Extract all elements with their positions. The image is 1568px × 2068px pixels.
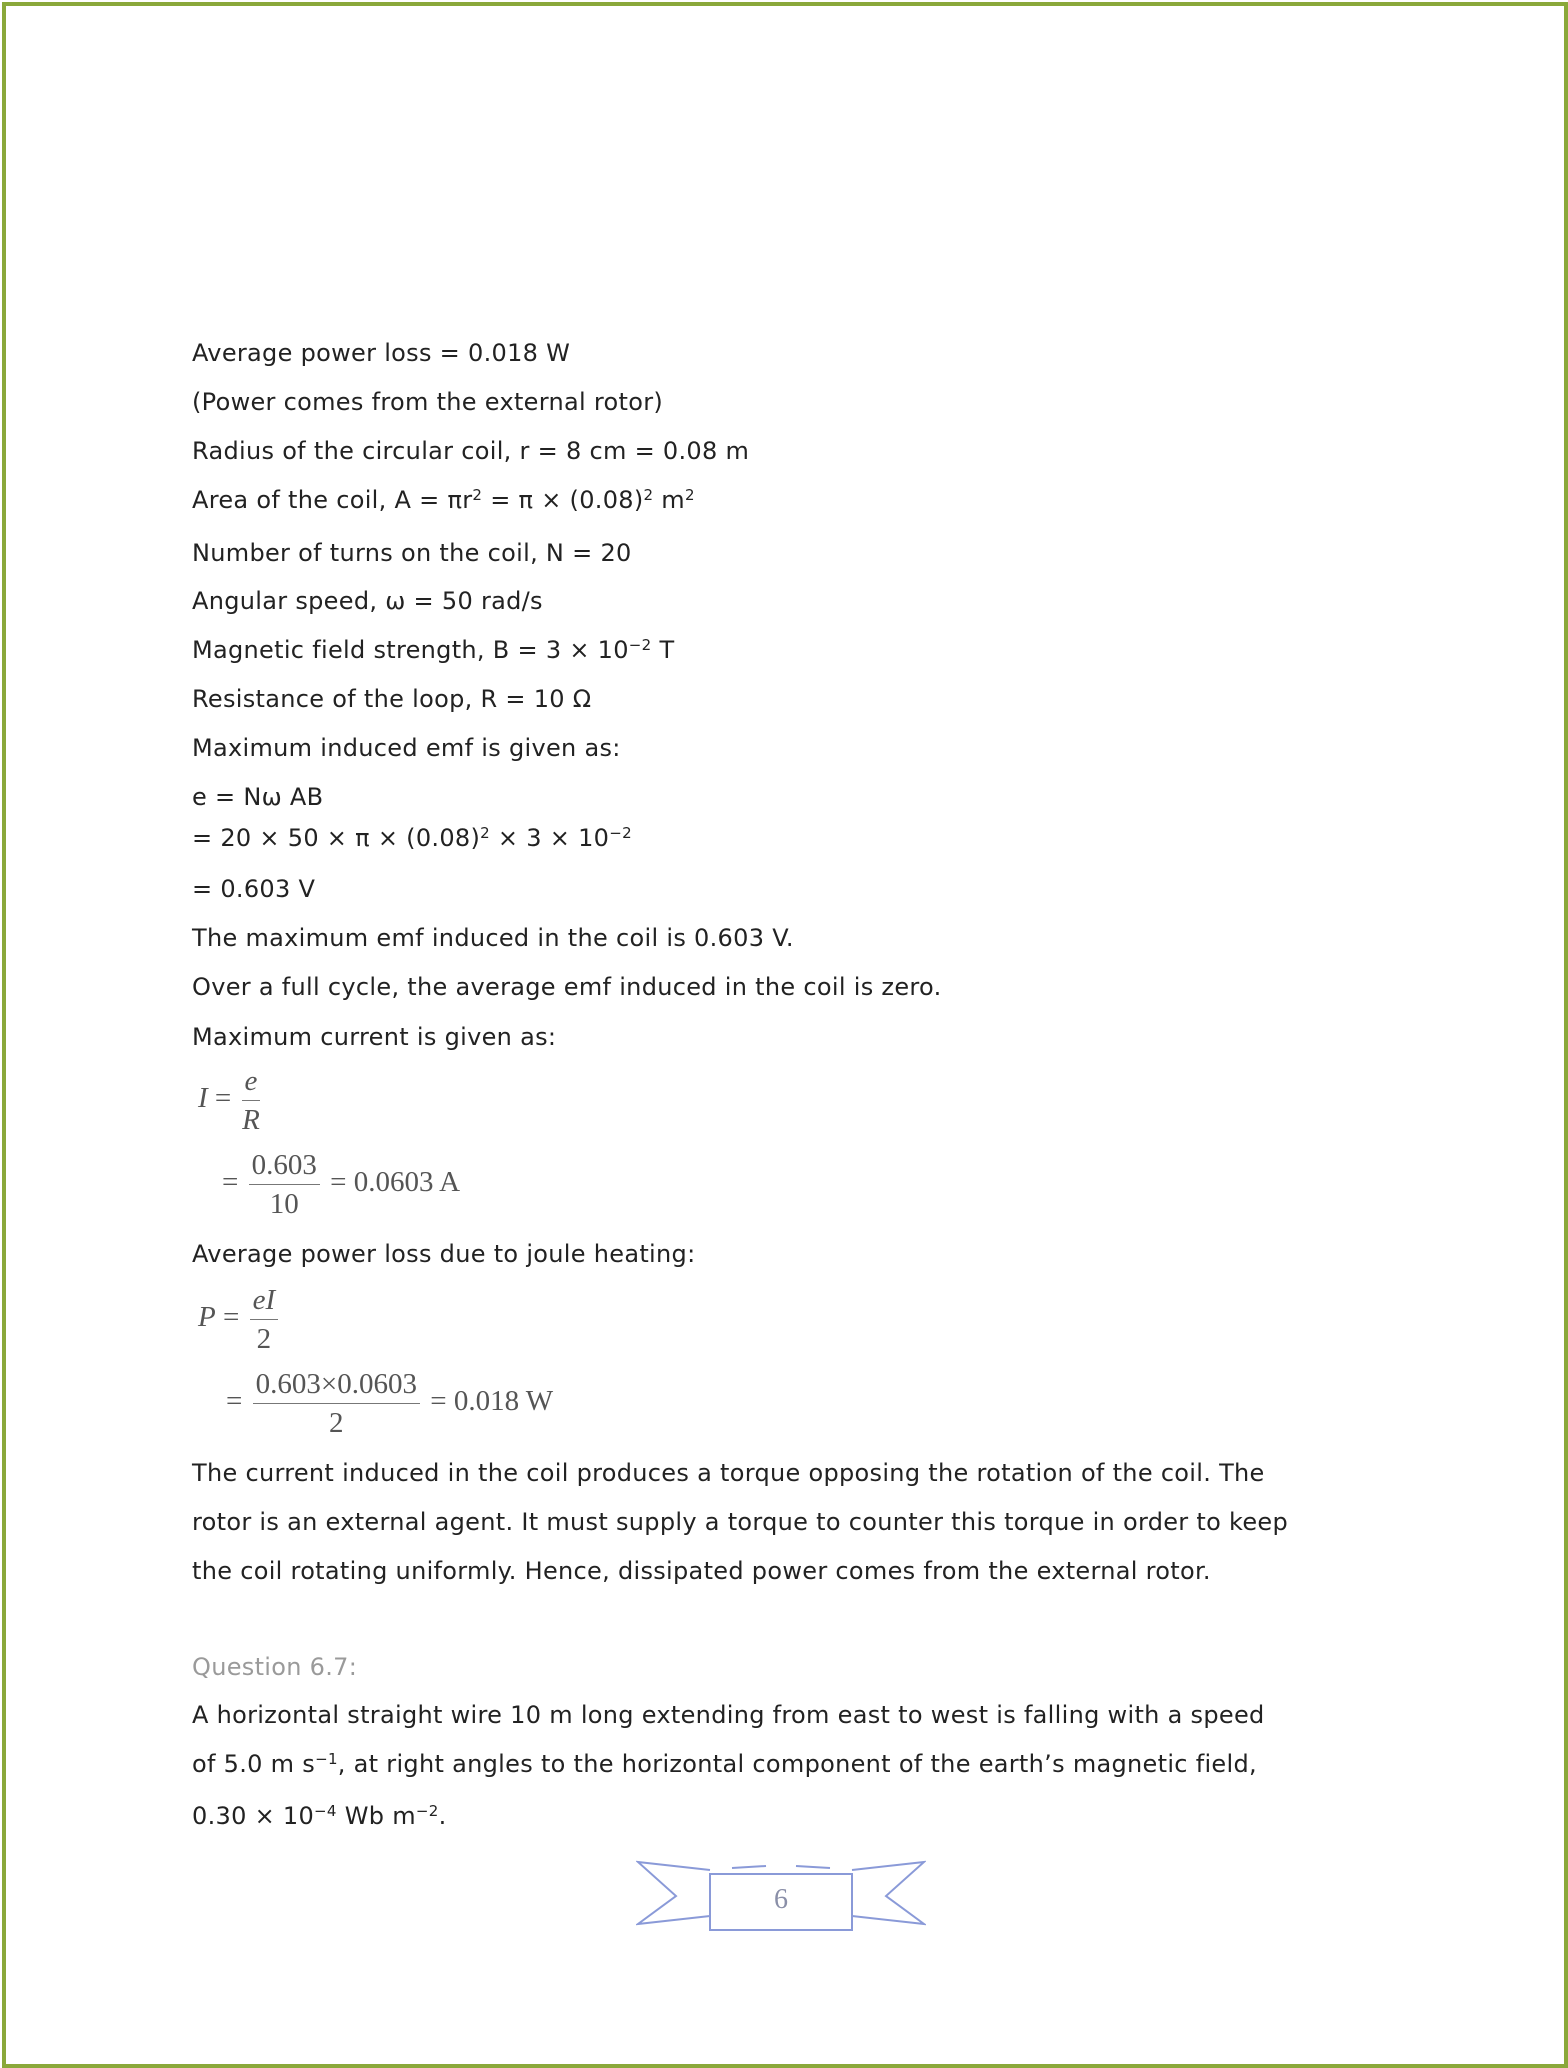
power-formula — [198, 1281, 281, 1358]
text-line: = 0.603 V — [192, 875, 316, 903]
math-symbol: P — [198, 1301, 216, 1334]
numerator: 0.603 — [249, 1146, 320, 1185]
text: T — [651, 636, 675, 664]
sup: 2 — [472, 486, 483, 504]
text: , at right angles to the horizontal component of the earth’s magnetic field, — [337, 1750, 1257, 1778]
math-equals: = — [214, 1082, 232, 1115]
math-equals: = — [226, 1385, 243, 1418]
text-line: Average power loss due to joule heating: — [192, 1240, 696, 1268]
text-line: The maximum emf induced in the coil is 0.603 V. — [192, 924, 794, 952]
result: = 0.018 W — [430, 1385, 554, 1418]
text: 0.30 × 10 — [192, 1802, 315, 1830]
question-text: A horizontal straight wire 10 m long extending from east to west is falling with a speed — [192, 1701, 1265, 1729]
question-text — [192, 1749, 1257, 1779]
fraction — [253, 1365, 420, 1442]
page-number: 6 — [774, 1884, 788, 1915]
denominator: 10 — [269, 1188, 299, 1220]
text-line: Number of turns on the coil, N = 20 — [192, 539, 632, 567]
text-line: the coil rotating uniformly. Hence, dissipated power comes from the external rotor. — [192, 1557, 1211, 1585]
power-calc — [226, 1365, 553, 1442]
text: m — [653, 486, 685, 514]
numerator: eI — [250, 1281, 279, 1320]
result: = 0.0603 A — [330, 1166, 461, 1199]
sup: 2 — [643, 486, 654, 504]
text: Magnetic field strength, B = 3 × 10 — [192, 636, 629, 664]
text: Area of the coil, A = πr — [192, 486, 473, 514]
text-line: e = Nω AB — [192, 783, 324, 811]
text: = 20 × 50 × π × (0.08) — [192, 824, 481, 852]
text: = π × (0.08) — [482, 486, 644, 514]
text-line: Over a full cycle, the average emf induced in the coil is zero. — [192, 973, 942, 1001]
text-line: Maximum induced emf is given as: — [192, 734, 621, 762]
fraction — [242, 1062, 261, 1139]
sup: 2 — [684, 486, 695, 504]
sup: −2 — [628, 636, 652, 654]
text-line: Maximum current is given as: — [192, 1023, 557, 1051]
sup: −1 — [315, 1750, 338, 1768]
denominator: 2 — [329, 1407, 344, 1439]
text: of 5.0 m s — [192, 1750, 316, 1778]
emf-calc-line — [192, 823, 632, 853]
sup: 2 — [480, 824, 490, 842]
fraction — [250, 1281, 279, 1358]
math-equals: = — [222, 1301, 240, 1334]
current-calc — [222, 1146, 460, 1223]
numerator: 0.603×0.0603 — [253, 1365, 420, 1404]
text-line: rotor is an external agent. It must supply a torque to counter this torque in order to keep — [192, 1508, 1289, 1536]
current-formula — [198, 1062, 263, 1139]
text-line: (Power comes from the external rotor) — [192, 388, 664, 416]
sup: −4 — [314, 1802, 337, 1820]
denominator: 2 — [256, 1323, 272, 1355]
text-line: Resistance of the loop, R = 10 Ω — [192, 685, 592, 713]
page-number-ribbon — [636, 1858, 926, 1942]
text: × 3 × 10 — [489, 824, 610, 852]
text-line: Radius of the circular coil, r = 8 cm = 0.08 m — [192, 437, 750, 465]
text-line: Angular speed, ω = 50 rad/s — [192, 587, 543, 615]
numerator: e — [242, 1062, 261, 1101]
text-line: Average power loss = 0.018 W — [192, 339, 571, 367]
math-symbol: I — [198, 1082, 208, 1115]
question-label: Question 6.7: — [192, 1653, 358, 1681]
text: . — [438, 1802, 447, 1830]
denominator: R — [242, 1104, 260, 1136]
sup: −2 — [415, 1802, 439, 1820]
sup: −2 — [609, 824, 632, 842]
field-line — [192, 635, 674, 665]
question-text — [192, 1801, 447, 1831]
math-equals: = — [222, 1166, 239, 1199]
text-line: The current induced in the coil produces a torque opposing the rotation of the coil. The — [192, 1459, 1265, 1487]
fraction — [249, 1146, 320, 1223]
area-line — [192, 485, 695, 515]
text: Wb m — [336, 1802, 416, 1830]
